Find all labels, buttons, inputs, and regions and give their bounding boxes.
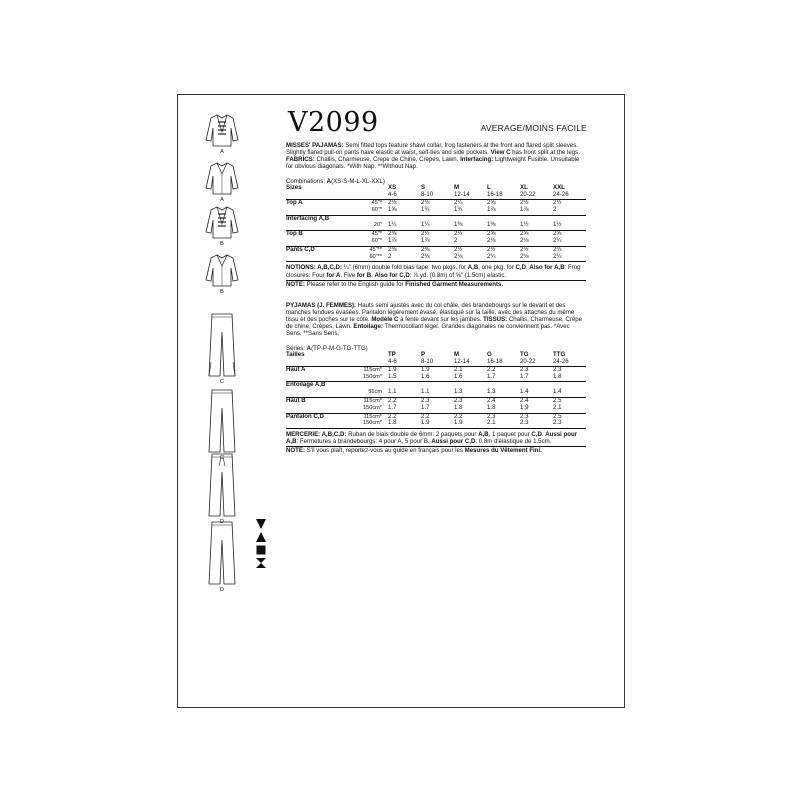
fabric-width: 150cm*	[348, 405, 388, 413]
row-name: Entoilage A,B	[286, 381, 326, 389]
english-heading: MISSES' PAJAMAS:	[286, 142, 344, 149]
entoilage-text: Thermocollant léger. Grandes diagonales ne conviennent pas. *Avec Sens. **Sans Sens.	[286, 323, 570, 338]
yardage-cell: 1.4	[520, 389, 553, 397]
hourglass-icon	[255, 557, 267, 569]
yardage-cell: 2.1	[487, 420, 520, 428]
view-c-thumbnail	[195, 388, 249, 461]
french-heading: PYJAMAS (J. FEMMES):	[286, 301, 357, 309]
row-name	[286, 420, 348, 428]
yardage-cell: 1.1	[421, 389, 454, 397]
size-num: 8-10	[421, 192, 454, 199]
fabric-width: 115cm*	[363, 413, 382, 420]
row-name: Pantalon C,D	[286, 412, 324, 420]
size-num: 24-26	[553, 359, 586, 366]
yardage-cell: 1.7	[520, 374, 553, 382]
row-name	[286, 254, 348, 262]
yardage-cell: 2⅝	[487, 230, 496, 238]
view-d-thumbnail	[195, 520, 249, 593]
pattern-number: V2099	[288, 107, 379, 138]
interfacing-label: Interfacing:	[460, 156, 494, 164]
view-label: B	[220, 289, 224, 295]
size-col: S	[421, 184, 426, 192]
english-description	[286, 142, 586, 170]
note-label-fr: NOTE:	[286, 447, 305, 455]
english-desc-2: has front split at the legs.	[510, 149, 580, 157]
yardage-cell: 2.3	[520, 365, 529, 373]
fabric-width: 60"**	[348, 254, 388, 262]
series-line	[286, 345, 586, 352]
view-b-thumbnail	[195, 204, 249, 247]
yardage-cell: 2	[454, 238, 487, 246]
yardage-cell: 1.7	[487, 374, 520, 382]
yardage-cell: 2⅜	[388, 230, 397, 238]
size-num: 24-26	[553, 192, 586, 199]
fabric-width: 45"*	[371, 200, 382, 207]
yardage-cell: 1.6	[454, 374, 487, 382]
yardage-cell: 2.3	[553, 365, 562, 373]
size-num: 4-6	[388, 359, 421, 366]
english-desc-1: Semi fitted tops feature shawl collar, frog fasteners at the front and flared split sleeves. Slightly flared pull-on pants have elastic at waist, self-ties and side pockets.	[286, 142, 578, 157]
view-label: D	[220, 519, 224, 525]
triangle-up-icon	[255, 531, 267, 543]
note-text-fr: S'il vous plaît, reportez-vous au guide en français pour les	[304, 447, 465, 455]
view-label: C	[220, 455, 224, 461]
view-d-thumbnail	[195, 452, 249, 525]
yardage-cell: 2½	[520, 245, 529, 253]
english-yardage-table	[286, 185, 586, 262]
yardage-cell: 2.2	[388, 397, 397, 405]
yardage-cell: 2⅛	[520, 238, 553, 246]
note-bold-fr: Mesures du Vêtement Fini.	[464, 447, 542, 455]
size-num: 8-10	[421, 359, 454, 366]
symbol-icons	[255, 518, 269, 570]
french-desc-2: à fente devant sur les jambes.	[398, 315, 484, 323]
tissus-label: TISSUS:	[483, 315, 508, 323]
row-name: Top B	[286, 230, 303, 238]
yardage-cell: 2⅛	[421, 199, 430, 207]
size-col: G	[487, 351, 492, 359]
yardage-cell: 2½	[487, 245, 496, 253]
fabrics-text: Challis, Charmeuse, Crepe de Chine, Crepes, Lawn.	[314, 156, 461, 164]
yardage-cell: 2.5	[553, 412, 562, 420]
yardage-cell: 1.9	[388, 365, 397, 373]
entoilage-label: Entoilage:	[353, 323, 383, 330]
yardage-cell: 1.5	[388, 374, 421, 382]
yardage-cell: 2.2	[388, 412, 397, 420]
yardage-cell: 2	[388, 254, 421, 262]
view-a-thumbnail	[195, 112, 249, 155]
yardage-cell: 2⅛	[454, 254, 487, 262]
yardage-cell: 1.3	[454, 389, 487, 397]
yardage-cell: 2⅝	[520, 230, 529, 238]
note-text: Please refer to the English guide for	[304, 280, 406, 288]
yardage-cell: 1¼	[388, 222, 421, 230]
yardage-cell: 1.6	[421, 374, 454, 382]
row-name: Haut A	[286, 365, 306, 373]
yardage-cell: 1.9	[421, 420, 454, 428]
yardage-cell: 2⅛	[388, 199, 397, 207]
yardage-cell: 2½	[520, 199, 529, 207]
yardage-cell: 2.3	[553, 420, 586, 428]
size-col: XXL	[553, 184, 565, 192]
yardage-cell: 1.4	[553, 389, 586, 397]
view-label: C	[220, 379, 224, 385]
view-c-label: View C	[490, 149, 511, 157]
french-note	[286, 447, 586, 454]
yardage-cell: 1.9	[520, 405, 553, 413]
size-num: 12-14	[454, 192, 487, 199]
yardage-cell: 2½	[454, 230, 463, 238]
fabric-width: 115cm*	[363, 366, 382, 373]
yardage-cell: 1⅝	[388, 207, 421, 215]
row-name: Haut B	[286, 397, 306, 405]
size-num: 20-22	[520, 192, 553, 199]
row-name: Interfacing A,B	[286, 214, 330, 222]
yardage-cell: 1⅞	[388, 238, 421, 246]
yardage-cell: 1⅜	[454, 222, 487, 230]
yardage-cell: 2⅜	[421, 245, 430, 253]
fabric-width: 150cm*	[348, 374, 388, 382]
combinations-code: A	[326, 178, 332, 186]
french-description	[286, 302, 586, 337]
size-num: 16-18	[487, 192, 520, 199]
size-col: TP	[388, 351, 396, 359]
yardage-cell: 2¼	[553, 254, 586, 262]
fabric-width: 60"*	[348, 238, 388, 246]
yardage-cell: 2.3	[487, 412, 496, 420]
fabrics-label: FABRICS:	[286, 156, 315, 164]
yardage-cell: 1.8	[487, 405, 520, 413]
yardage-cell: 1.3	[487, 389, 520, 397]
fabric-width: 51cm	[348, 389, 388, 397]
difficulty-label: AVERAGE/MOINS FACILE	[480, 123, 587, 133]
series-sizes: (TP-P-M-G-TG-TTG)	[311, 345, 368, 353]
yardage-cell: 1.9	[421, 365, 430, 373]
english-note	[286, 281, 586, 288]
yardage-cell: 1.8	[553, 374, 586, 382]
yardage-cell: 1⅜	[487, 222, 520, 230]
yardage-cell: 1.1	[388, 389, 421, 397]
yardage-cell: 2	[553, 207, 586, 215]
size-num: 20-22	[520, 359, 553, 366]
yardage-cell: 1.7	[388, 405, 421, 413]
view-a-thumbnail	[195, 160, 249, 203]
fabric-width: 150cm*	[348, 420, 388, 428]
view-label: A	[220, 149, 224, 155]
yardage-cell: 2.1	[454, 365, 463, 373]
note-bold: Finished Garment Measurements.	[405, 280, 504, 288]
yardage-cell: 1½	[553, 222, 586, 230]
french-metrage-table	[286, 352, 586, 429]
yardage-cell: 2⅛	[487, 238, 520, 246]
view-b-thumbnail	[195, 252, 249, 295]
notions-text: NOTIONS: A,B,C,D: ¼" (6mm) double fold bias tape: two pkgs. for A,B, one pkg. for C,D. Also for A,B: Frog closures: Four for A, Five for B. Also for C,D: ⅞ yd. (0.8m) of ⅝" (1.5cm) elastic.	[286, 264, 586, 280]
yardage-cell: 1¾	[454, 207, 487, 215]
yardage-cell: 2.2	[487, 365, 496, 373]
yardage-cell: 2⅜	[388, 245, 397, 253]
size-col: XS	[388, 184, 397, 192]
yardage-cell: 2⅛	[520, 254, 553, 262]
view-label: A	[220, 197, 224, 203]
combinations-line	[286, 178, 586, 185]
size-col: M	[454, 351, 460, 359]
series-code: A	[306, 345, 312, 353]
sizes-label: Tailles	[286, 351, 305, 359]
yardage-cell: 2½	[454, 245, 463, 253]
yardage-cell: 2⅛	[421, 254, 454, 262]
row-name: Pants C,D	[286, 245, 315, 253]
yardage-cell: 1⅞	[421, 238, 454, 246]
yardage-cell: 2.1	[553, 405, 586, 413]
yardage-cell: 1⅞	[520, 207, 553, 215]
yardage-cell: 2¾	[553, 245, 562, 253]
fabric-width: 20"	[348, 222, 388, 230]
mercerie-text: MERCERIE: A,B,C,D: Ruban de biais double de 6mm: 2 paquets pour A,B, 1 paquet pour C,D. Aussi pour A,B: Fermetures à brandebourgs: 4 pour A, 5 pour B. Aussi pour C,D: 0.8m d'élastique de 1.5cm.	[286, 431, 586, 447]
view-label: B	[220, 241, 224, 247]
yardage-cell: 1¾	[421, 207, 454, 215]
yardage-cell: 2.3	[520, 420, 553, 428]
yardage-cell: 2¼	[454, 199, 463, 207]
view-thumbnails	[195, 100, 249, 593]
description-content	[286, 142, 586, 469]
yardage-cell: 2.3	[520, 412, 529, 420]
note-label: NOTE:	[286, 280, 305, 288]
combinations-sizes: (XS-S-M-L-XL-XXL)	[331, 178, 385, 186]
size-col: M	[454, 184, 460, 192]
yardage-cell: 1.8	[454, 405, 487, 413]
fabric-width: 45"**	[369, 246, 382, 253]
view-c-thumbnail	[195, 312, 249, 385]
modele-c-label: Modèle C	[371, 315, 399, 323]
square-icon	[255, 544, 267, 556]
yardage-cell: 2.5	[553, 397, 562, 405]
yardage-cell: 1⅞	[487, 207, 520, 215]
yardage-cell: 2½	[421, 230, 430, 238]
row-name: Top A	[286, 199, 303, 207]
size-col: P	[421, 351, 426, 359]
yardage-cell: 1.9	[454, 420, 487, 428]
interfacing-text: Lightweight Fusible. Unsuitable for obvious diagonals. *With Nap. **Without Nap.	[286, 156, 580, 171]
yardage-cell: 2.3	[421, 397, 430, 405]
triangle-down-icon	[255, 518, 267, 530]
view-label: D	[220, 587, 224, 593]
size-num: 16-18	[487, 359, 520, 366]
row-name	[286, 405, 348, 413]
size-col: L	[487, 184, 491, 192]
yardage-cell: 2½	[553, 199, 562, 207]
combinations-prefix: Combinations:	[286, 178, 327, 186]
fabric-width: 45"*	[371, 231, 382, 238]
sizes-label: Sizes	[286, 184, 302, 192]
yardage-cell: 2.3	[454, 397, 463, 405]
yardage-cell: 2.4	[520, 397, 529, 405]
fabric-width: 60"*	[348, 207, 388, 215]
yardage-cell: 1½	[520, 222, 553, 230]
tissus-text: Challis, Charmeuse, Crêpe de chine, Crêpes, Lawn.	[286, 315, 583, 330]
size-num: 4-6	[388, 192, 421, 199]
series-prefix: Séries:	[286, 345, 307, 353]
yardage-cell: 2¼	[487, 254, 520, 262]
size-col: XL	[520, 184, 528, 192]
yardage-cell: 1.7	[421, 405, 454, 413]
size-col: TTG	[553, 351, 566, 359]
fabric-width: 115cm*	[363, 398, 382, 405]
yardage-cell: 2.2	[421, 412, 430, 420]
size-num: 12-14	[454, 359, 487, 366]
size-col: TG	[520, 351, 529, 359]
french-desc-1: Hauts semi ajustés avec du col châle, des brandebourgs sur le devant et des manches fendues évasées. Pantalon légèrement évasé, élastiqué sur la taille, avec des attaches du même tissu et des poches sur le côté.	[286, 301, 575, 323]
yardage-cell: 1¼	[421, 222, 454, 230]
yardage-cell: 2¼	[553, 238, 586, 246]
yardage-cell: 2.2	[454, 412, 463, 420]
yardage-cell: 2.4	[487, 397, 496, 405]
yardage-cell: 2⅝	[487, 199, 496, 207]
yardage-cell: 1.8	[388, 420, 421, 428]
row-name	[286, 207, 348, 215]
yardage-cell: 2⅝	[553, 230, 562, 238]
